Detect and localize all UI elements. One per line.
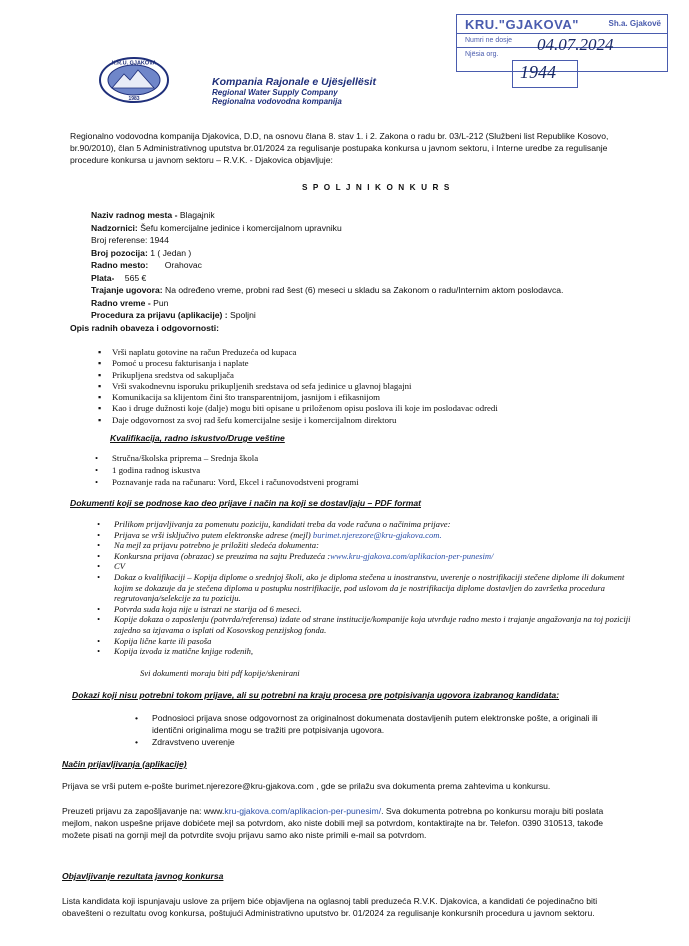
list-item: ▪ Vrši naplatu gotovine na račun Preduzeća od kupaca — [112, 347, 612, 358]
company-name-block — [212, 76, 472, 106]
qualifications-heading: Kvalifikacija, radno iskustvo/Druge veštine — [110, 433, 285, 443]
documents-note: Svi dokumenti moraju biti pdf kopije/skenirani — [140, 668, 300, 678]
company-name-serbian: Regionalna vodovodna kompanija — [212, 97, 342, 106]
company-name-english: Regional Water Supply Company — [212, 88, 338, 97]
download-text-pre: Preuzeti prijavu za zapošljavanje na: www. — [62, 806, 225, 816]
supervisors-value: Šefu komercijalne jedinice i komercijalnom upravniku — [140, 222, 342, 233]
procedure-value: Spoljni — [229, 310, 256, 320]
download-link[interactable]: kru-gjakova.com/aplikacion-per-punesim/ — [224, 806, 382, 816]
location-row — [91, 259, 631, 272]
contract-value: Na određeno vreme, probni rad šest (6) meseci u skladu sa Zakonom o radu/Internim aktom poslodavca. — [165, 285, 564, 295]
stamp-label-date: Numri ne dosje — [465, 37, 513, 44]
salary-value: 565 € — [124, 272, 147, 283]
application-method-heading: Način prijavljivanja (aplikacije) — [62, 759, 187, 769]
salary-row — [91, 272, 631, 285]
list-item: ▪ Daje odgovornost za svoj rad šefu komercijalne sesije i komercijalnom direktoru — [112, 415, 612, 426]
results-heading: Objavljivanje rezultata javnog konkursa — [62, 871, 224, 881]
application-email-link[interactable]: burimet.njerezore@kru-gjakova.com. — [312, 529, 442, 540]
handwritten-number: 1944 — [520, 62, 556, 82]
results-text: Lista kandidata koji ispunjavaju uslove za prijem biće objavljena na oglasnoj tabli preduzeća R.V.K. Djakovica, a kandidati će pojedinačno biti obavešteni o rezultatu ovog konkursa, poštujući Administrativno uputstvo br. 01/2024 za regulisanje konkursnih procedura u javnom sektoru. — [62, 896, 598, 918]
list-item: • Prilikom prijavljivanja za pomenutu poziciju, kandidati treba da vode računa o načinima prijave: — [114, 519, 638, 530]
list-item: • Zdravstveno uverenje — [152, 736, 622, 748]
stamp-subtitle: Sh.a. Gjakovë — [608, 19, 661, 28]
list-item: • Kopija izvoda iz matične knjige rođenih, — [114, 646, 638, 657]
intro-paragraph: Regionalno vodovodna kompanija Djakovica, D.D, na osnovu člana 8. stav 1. i 2. Zakona o radu br. 03/L-212 (Službeni list Republike Kosovo, br.90/2010), član 5 Administrativnog uputstva br.01/2024 za regulisanje postupaka konkursa u javnom sektoru, i Interne uredbe za regulisanje procedure konkursa u javnom sektoru – R.V.K. - Djakovica objavljuje: — [70, 131, 609, 165]
company-name-albanian: Kompania Rajonale e Ujësjellësit — [212, 76, 376, 88]
download-paragraph — [62, 805, 628, 841]
supervisors-row — [91, 222, 631, 235]
download-text-post: . Sva dokumenta potrebna po konkursu moraju biti poslata mejlom, nakon uspešne prijave dobićete mejl sa potvrdom, ako niste dobili mejl sa potvrdom, kontaktirajte na br. Telefon. 0390 310513, takođe možete pisati na gornji mejl da potvrdite svoju prijavu samo ako niste primili e-mail sa potvrdom. — [62, 806, 604, 840]
salary-label: Plata- — [91, 272, 115, 283]
list-item: • 1 godina radnog iskustva — [112, 465, 612, 477]
proofs-list — [152, 712, 622, 748]
procedure-row — [91, 309, 631, 322]
reference-row: Broj referense: 1944 — [91, 235, 169, 245]
qualifications-list — [112, 453, 612, 488]
contract-row — [91, 284, 631, 297]
email-instruction: Prijava se vrši isključivo putem elektronske adrese (mejl) — [114, 529, 311, 540]
list-item: • Kopija lične karte ili pasoša — [114, 636, 638, 647]
list-item: ▪ Komunikacija sa klijentom čini što transparentnijom, jasnijom i efikasnijom — [112, 392, 612, 403]
documents-heading: Dokumenti koji se podnose kao deo prijave i način na koji se dostavljaju – PDF format — [70, 498, 422, 508]
proofs-heading: Dokazi koji nisu potrebni tokom prijave, ali su potrebni na kraju procesa pre potpisivanja ugovora izabranog kandidata: — [72, 690, 560, 700]
job-title-row — [91, 209, 631, 222]
list-item: • Na mejl za prijavu potrebno je priložiti sledeća dokumenta: — [114, 540, 638, 551]
application-form-link[interactable]: www.kru-gjakova.com/aplikacion-per-punesim/ — [330, 550, 494, 561]
list-item: ▪ Kao i druge dužnosti koje (dalje) mogu biti opisane u priloženom opisu poslova ili koje im poslodavac odredi — [112, 403, 612, 414]
list-item: • Podnosioci prijava snose odgovornost za originalnost dokumenata dostavljenih putem elektronske pošte, a originali ili identični originalima mogu se tražiti pre potpisivanja ugovora. — [152, 712, 622, 736]
contract-label: Trajanje ugovora: — [91, 285, 163, 295]
location-label: Radno mesto: — [91, 260, 149, 270]
hours-label: Radno vreme - — [91, 297, 151, 308]
job-details — [91, 209, 631, 322]
list-item: ▪ Vrši svakodnevnu isporuku prikupljenih sredstava od sefa jedinice u glavnoj blagajni — [112, 381, 612, 392]
duties-list — [112, 347, 612, 426]
handwritten-date: 04.07.2024 — [537, 35, 614, 54]
logo-year: 1983 — [128, 96, 140, 102]
hours-row — [91, 297, 631, 310]
list-item: • Kopije dokaza o zaposlenju (potvrda/referensa) izdate od strane institucije/kompanije koja utvrđuje radno mesto i trajanje angažovanja na toj poziciji zajedno sa izjavama o isplati od Kosovskog penzijskog fonda. — [114, 614, 638, 635]
list-item: • Stručna/školska priprema – Srednja škola — [112, 453, 612, 465]
documents-list — [114, 519, 638, 657]
application-method-text: Prijava se vrši putem e-pošte burimet.njerezore@kru-gjakova.com , gde se prilažu sva dokumenta prema zahtevima u konkursu. — [62, 781, 551, 791]
positions-row — [91, 247, 631, 260]
list-item: • Potvrda suda koja nije u istrazi ne starija od 6 meseci. — [114, 604, 638, 615]
job-title-value: Blagajnik — [179, 210, 215, 220]
logo-text: K.R.U. GJAKOVA — [111, 60, 157, 67]
positions-label: Broj pozocija: — [91, 247, 148, 258]
form-instruction: Konkursna prijava (obrazac) se preuzima na sajtu Preduzeća : — [114, 550, 331, 561]
list-item — [114, 530, 638, 541]
positions-value: 1 ( Jedan ) — [150, 247, 192, 258]
location-value: Orahovac — [164, 260, 202, 270]
procedure-label: Procedura za prijavu (aplikacije) : — [91, 310, 228, 320]
list-item — [114, 551, 638, 562]
list-item: • CV — [114, 561, 638, 572]
list-item: • Poznavanje rada na računaru: Vord, Ekcel i računovodstveni programi — [112, 477, 612, 489]
company-logo — [98, 56, 170, 104]
hours-value: Pun — [153, 297, 169, 308]
list-item: ▪ Pomoć u procesu fakturisanja i naplate — [112, 358, 612, 369]
document-heading: S P O L J N I K O N K U R S — [302, 183, 450, 192]
stamp-label-unit: Njësia org. — [465, 51, 499, 58]
list-item: • Dokaz o kvalifikaciji – Kopija diplome o srednjoj školi, ako je diploma stečena u inostranstvu, uverenje o nostrifikaciji stečene diplome ili dokument kojim se dokazuje da je stečena diploma u postupku nostrifikacije, pod uslovom da je nostrifikacija diplome dostavljen do završetka procedura regrutovanja/selekcije za tu poziciju. — [114, 572, 638, 604]
stamp-title: KRU."GJAKOVA" — [465, 17, 579, 32]
list-item: ▪ Prikupljena sredstva od sakupljača — [112, 370, 612, 381]
duties-heading: Opis radnih obaveza i odgovornosti: — [70, 323, 219, 333]
supervisors-label: Nadzornici: — [91, 222, 138, 233]
job-title-label: Naziv radnog mesta - — [91, 210, 178, 220]
